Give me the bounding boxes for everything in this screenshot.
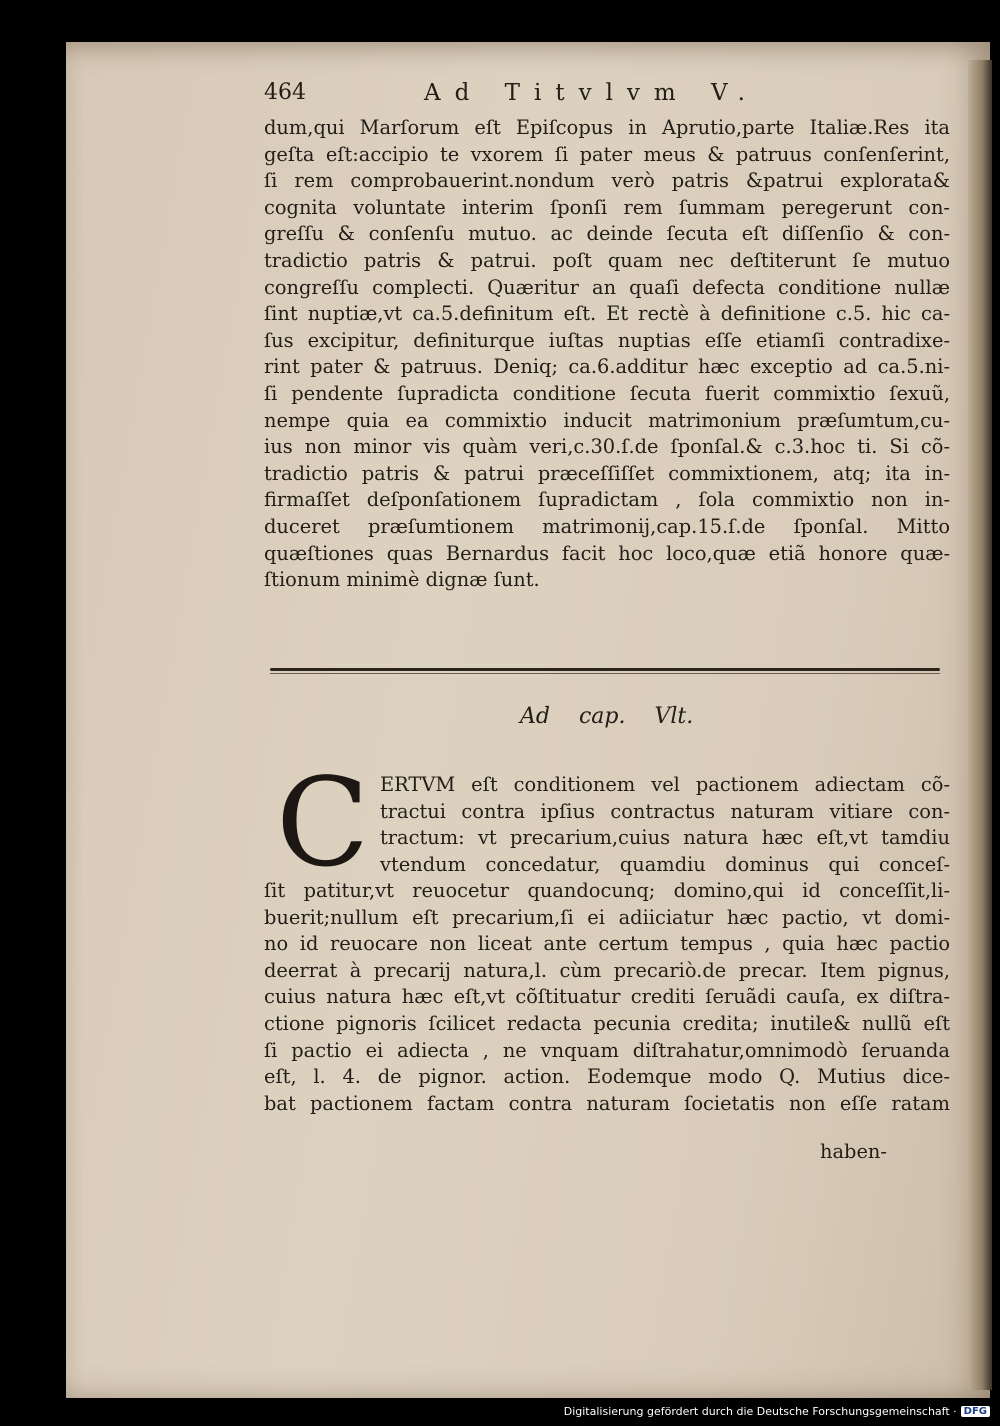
- section-rule-thin: [270, 673, 940, 674]
- text-block-2: [264, 878, 950, 1117]
- text-line: ſtionum minimè dignæ ſunt.: [264, 568, 540, 592]
- text-line: ſi rem comprobauerint.nondum verò patris &patrui explorata&: [264, 169, 950, 193]
- text-line: bat pactionem factam contra naturam ſocietatis non eſſe ratam: [264, 1091, 950, 1115]
- text-line: deerrat à precarij natura,l. cùm precariò.de precar. Item pignus,: [264, 958, 950, 982]
- text-line: ſi pendente ſupradicta conditione ſecuta fuerit commixtio ſexuũ,: [264, 381, 950, 405]
- text-line: duceret præſumtionem matrimonij,cap.15.ſ.de ſponſal. Mitto: [264, 514, 950, 538]
- text-line: geſta eſt:accipio te vxorem ſi pater meus & patruus conſenſerint,: [264, 142, 950, 166]
- text-block-2-initial: [380, 772, 950, 878]
- text-line: ſi pactio ei adiecta , ne vnquam diſtrahatur,omnimodò ſeruanda: [264, 1038, 950, 1062]
- chapter-heading: Ad cap. Vlt.: [520, 704, 694, 729]
- text-line: nempe quia ea commixtio inducit matrimonium præſumtum,cu-: [264, 408, 950, 432]
- text-line: dum,qui Marſorum eſt Epiſcopus in Aprutio,parte Italiæ.Res ita: [264, 116, 950, 139]
- section-rule: [270, 668, 940, 671]
- text-line: ius non minor vis quàm veri,c.30.ſ.de ſponſal.& c.3.hoc ti. Si cõ-: [264, 435, 950, 459]
- text-line: tractum: vt precarium,cuius natura hæc eſt,vt tamdiu: [380, 826, 950, 850]
- text-line: cognita voluntate interim ſponſi rem ſummam peregerunt con-: [264, 195, 950, 219]
- text-line: greſſu & conſenſu mutuo. ac deinde ſecuta eſt diſſenſio & con-: [264, 222, 950, 246]
- text-line: ſit patitur,vt reuocetur quandocunq; domino,qui id conceſſit,li-: [264, 879, 950, 902]
- text-line: congreſſu complecti. Quæritur an quaſi defecta conditione nullæ: [264, 275, 950, 299]
- text-line: ſus excipitur, definiturque iuſtas nuptias eſſe etiamſi contradixe-: [264, 328, 950, 352]
- text-line: buerit;nullum eſt precarium,ſi ei adiiciatur hæc pactio, vt domi-: [264, 905, 950, 929]
- page-header: [264, 80, 964, 116]
- text-line: eſt, l. 4. de pignor. action. Eodemque modo Q. Mutius dice-: [264, 1065, 950, 1089]
- text-line: quæſtiones quas Bernardus facit hoc loco,quæ etiã honore quæ-: [264, 541, 950, 565]
- drop-capital: C: [276, 752, 370, 894]
- text-line: no id reuocare non liceat ante certum tempus , quia hæc pactio: [264, 932, 950, 956]
- text-line: cuius natura hæc eſt,vt cõſtituatur crediti ſeruãdi cauſa, ex diſtra-: [264, 985, 950, 1009]
- text-line: ſint nuptiæ,vt ca.5.definitum eſt. Et rectè à definitione c.5. hic ca-: [264, 302, 950, 326]
- text-line: tradictio patris & patrui præceſſiſſet commixtionem, atq; ita in-: [264, 461, 950, 485]
- catchword: haben-: [820, 1140, 887, 1163]
- text-line: vtendum concedatur, quamdiu dominus qui conceſ-: [380, 852, 950, 876]
- text-line: ERTVM eſt conditionem vel pactionem adiectam cõ-: [380, 773, 950, 796]
- text-line: ctione pignoris ſcilicet redacta pecunia credita; inutile& nullũ eſt: [264, 1011, 950, 1035]
- text-line: firmaſſet deſponſationem ſupradictam , ſola commixtio non in-: [264, 488, 950, 512]
- text-line: tradictio patris & patrui. poſt quam nec deſtiterunt ſe mutuo: [264, 248, 950, 272]
- digitization-footer: [564, 1405, 990, 1418]
- text-line: rint pater & patruus. Deniq; ca.6.additur hæc exceptio ad ca.5.ni-: [264, 355, 950, 379]
- running-title: Ad Titvlvm V.: [424, 80, 759, 106]
- dfg-logo: DFG: [961, 1406, 990, 1417]
- text-line: tractui contra ipſius contractus naturam vitiare con-: [380, 799, 950, 823]
- folio-number: 464: [264, 80, 306, 105]
- page-edge-shadow: [968, 60, 992, 1390]
- text-block-1: [264, 115, 950, 594]
- footer-text: Digitalisierung gefördert durch die Deutsche Forschungsgemeinschaft ·: [563, 1405, 957, 1418]
